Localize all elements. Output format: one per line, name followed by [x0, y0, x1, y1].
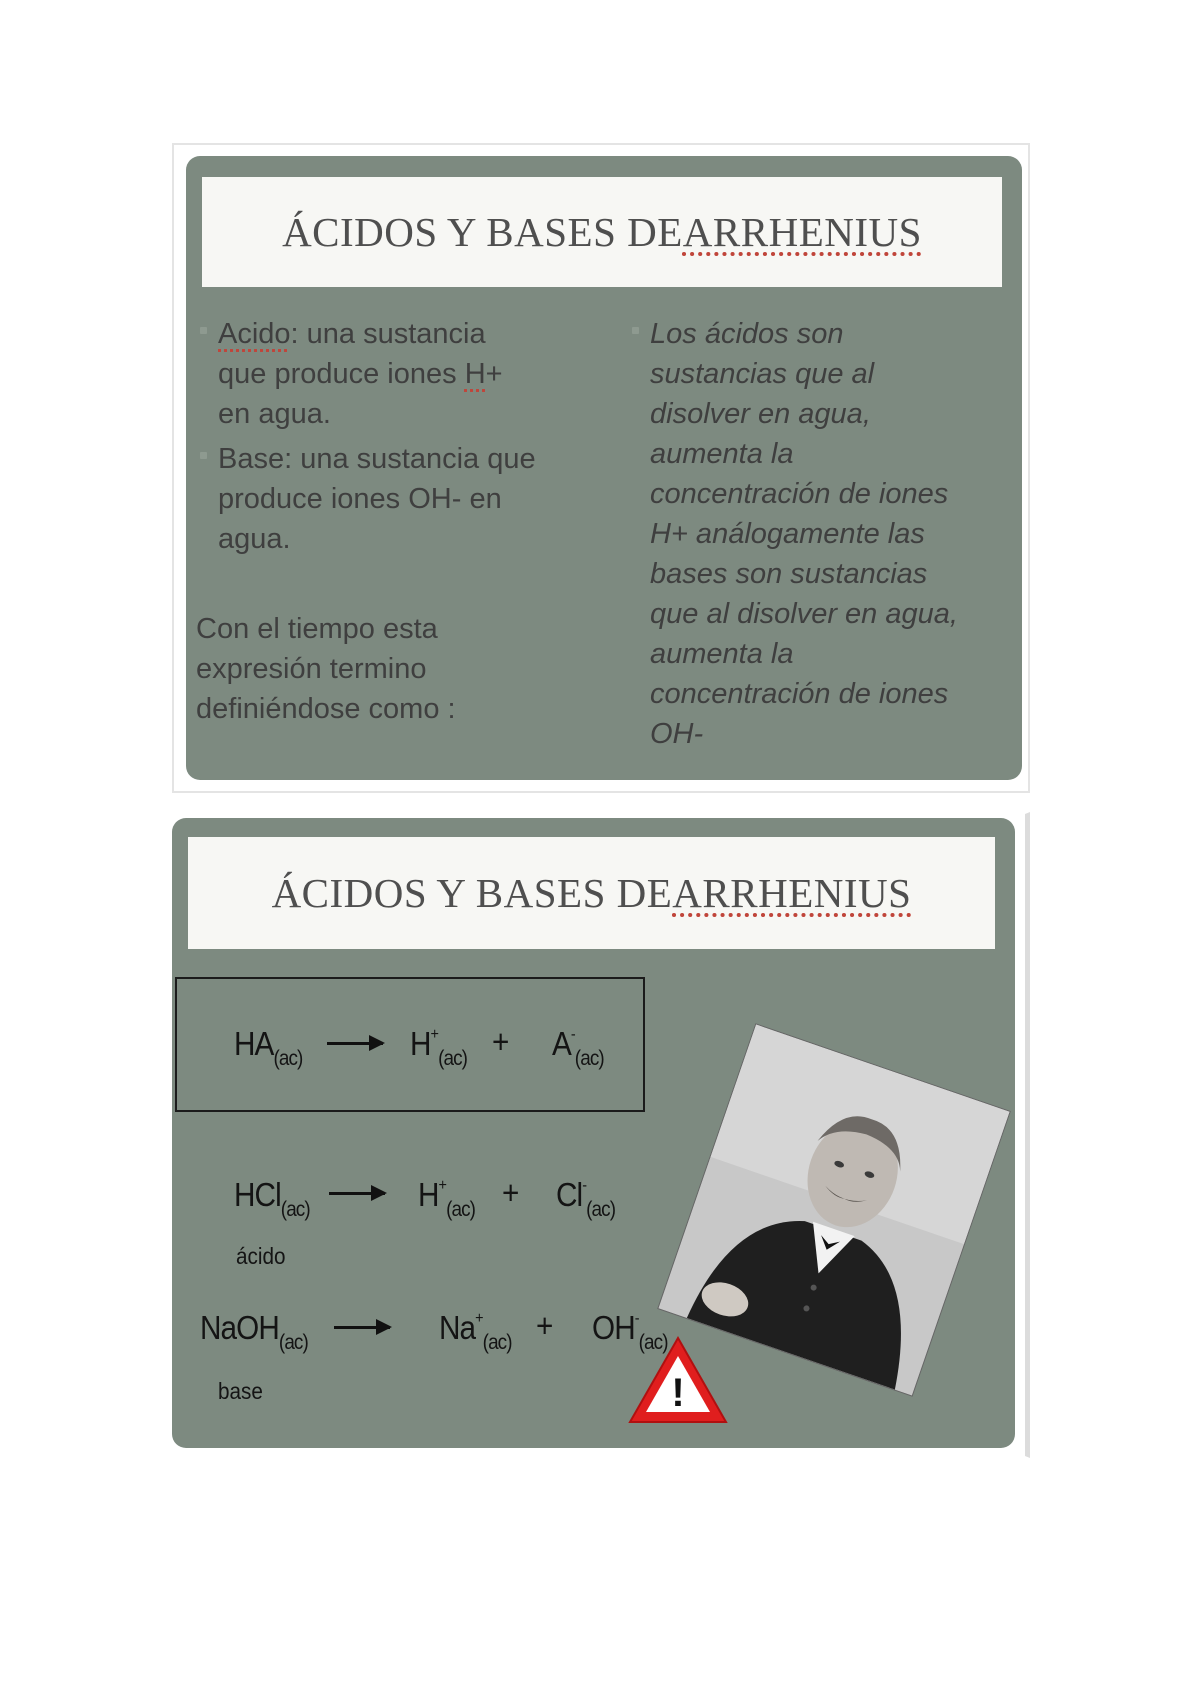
eq1-cation: $H^+_{(ac)}$ — [410, 1025, 468, 1070]
reaction-arrow — [327, 1042, 383, 1045]
evolution-note: Con el tiempo esta expresión termino definiéndose como : — [196, 613, 456, 725]
plus-sign: + — [536, 1307, 553, 1344]
title-text: ÁCIDOS Y BASES DE — [282, 209, 683, 255]
acid-label: ácido — [236, 1243, 286, 1269]
eq3-anion: $OH^-_{(ac)}$ — [592, 1309, 668, 1354]
warning-icon — [626, 1334, 730, 1426]
base-definition: Base: una sustancia que produce iones OH- en agua. — [218, 443, 536, 555]
eq2-reactant: HCl$_{(ac)}$ — [234, 1176, 310, 1221]
modern-definition: Los ácidos son sustancias que al disolver en agua, aumenta la concentración de iones H+ análogamente las bases son sustancias que al disolver en agua, aumenta la concentración de iones OH- — [650, 318, 958, 750]
acid-word: Acido — [218, 318, 291, 350]
warning-glyph: ! — [671, 1371, 685, 1415]
reaction-arrow — [334, 1326, 390, 1329]
slide-1 — [186, 156, 1022, 780]
plus-sign: + — [502, 1174, 519, 1211]
eq1-anion: $A^-_{(ac)}$ — [552, 1025, 604, 1070]
eq1-reactant: $HA_{(ac)}$ — [234, 1025, 303, 1070]
title-keyword: ARRHENIUS — [672, 870, 912, 916]
eq3-cation: $Na^+_{(ac)}$ — [439, 1309, 512, 1354]
slide-title — [202, 177, 1002, 287]
title-keyword: ARRHENIUS — [682, 209, 922, 255]
bullet-marker — [200, 452, 207, 459]
slide-title — [188, 837, 995, 949]
base-label: base — [218, 1378, 263, 1404]
plus-sign: + — [492, 1023, 509, 1060]
title-text: ÁCIDOS Y BASES DE — [271, 870, 673, 916]
bullet-marker — [632, 327, 639, 334]
eq2-anion: $Cl^-_{(ac)}$ — [556, 1176, 616, 1221]
eq2-cation: $H^+_{(ac)}$ — [418, 1176, 476, 1221]
eq3-reactant: NaOH$_{(ac)}$ — [200, 1309, 308, 1354]
reaction-arrow — [329, 1192, 385, 1195]
bullet-marker — [200, 327, 207, 334]
acid-definition: Acido: una sustancia que produce iones H+ en agua. — [218, 318, 503, 430]
